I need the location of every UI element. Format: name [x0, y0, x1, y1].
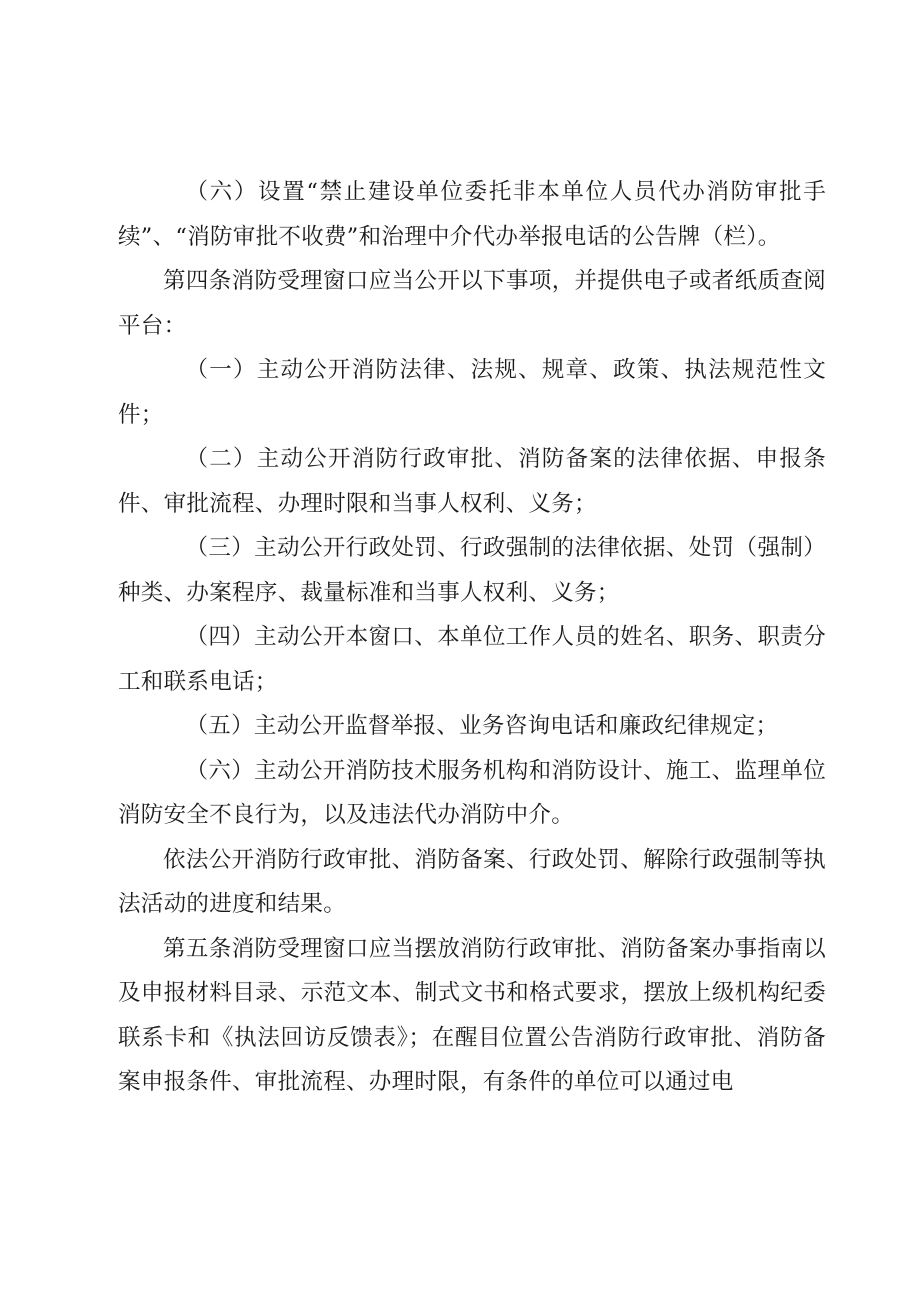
paragraph-article-5: 第五条消防受理窗口应当摆放消防行政审批、消防备案办事指南以及申报材料目录、示范文本、制式文书和格式要求，摆放上级机构纪委联系卡和《执法回访反馈表》；在醒目位置公告消防行政审批、消防备案申报条件、审批流程、办理时限，有条件的单位可以通过电 [118, 935, 826, 1095]
paragraph-item-3: （三）主动公开行政处罚、行政强制的法律依据、处罚（强制）种类、办案程序、裁量标准和当事人权利、义务； [118, 535, 826, 606]
paragraph-item-4: （四）主动公开本窗口、本单位工作人员的姓名、职务、职责分工和联系电话； [118, 624, 826, 695]
document-body [118, 170, 826, 1105]
paragraph-item-1: （一）主动公开消防法律、法规、规章、政策、执法规范性文件； [118, 357, 826, 428]
paragraph-item-6-notice-board: （六）设置“禁止建设单位委托非本单位人员代办消防审批手续”、“消防审批不收费”和治理中介代办举报电话的公告牌（栏）。 [118, 179, 826, 250]
paragraph-item-5: （五）主动公开监督举报、业务咨询电话和廉政纪律规定； [185, 713, 779, 739]
paragraph-article-4: 第四条消防受理窗口应当公开以下事项，并提供电子或者纸质查阅平台： [118, 268, 826, 339]
paragraph-disclosure-progress: 依法公开消防行政审批、消防备案、行政处罚、解除行政强制等执法活动的进度和结果。 [118, 846, 826, 917]
paragraph-item-2: （二）主动公开消防行政审批、消防备案的法律依据、申报条件、审批流程、办理时限和当事人权利、义务； [118, 446, 826, 517]
paragraph-item-6: （六）主动公开消防技术服务机构和消防设计、施工、监理单位消防安全不良行为，以及违法代办消防中介。 [118, 757, 826, 828]
